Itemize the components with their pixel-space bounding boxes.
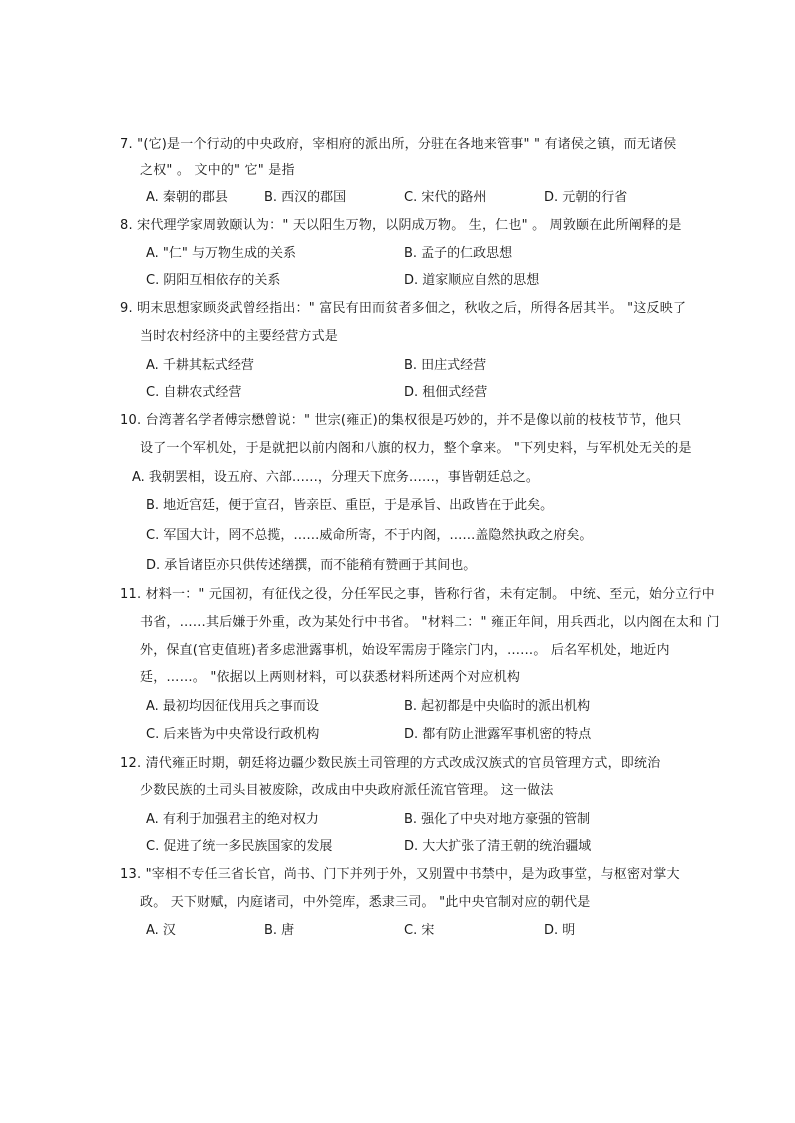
- question-9-text-cont: 当时农村经济中的主要经营方式是: [140, 329, 339, 344]
- question-12-option-d: D. 大大扩张了清王朝的统治疆域: [404, 839, 592, 854]
- question-13-option-d: D. 明: [544, 923, 576, 938]
- question-8-option-b: B. 孟子的仁政思想: [404, 246, 513, 261]
- question-10-text: 10. 台湾著名学者傅宗懋曾说：" 世宗(雍正)的集权很是巧妙的，并不是像以前的枝枝节节，他只: [120, 413, 682, 428]
- question-12-text: 12. 清代雍正时期，朝廷将边疆少数民族土司管理的方式改成汉族式的官员管理方式，即统治: [120, 756, 661, 771]
- question-8-option-d: D. 道家顺应自然的思想: [404, 273, 540, 288]
- question-13-option-b: B. 唐: [264, 923, 295, 938]
- question-11-option-b: B. 起初都是中央临时的派出机构: [404, 699, 591, 714]
- question-8-option-c: C. 阴阳互相依存的关系: [146, 273, 281, 288]
- question-11-option-d: D. 都有防止泄露军事机密的特点: [404, 727, 592, 742]
- question-9-option-b: B. 田庄式经营: [404, 358, 487, 373]
- question-9-text: 9. 明末思想家顾炎武曾经指出：" 富民有田而贫者多佃之，秋收之后，所得各居其半。 "这反映了: [120, 301, 687, 316]
- question-10-option-d: D. 承旨诸臣亦只供传述缮撰，而不能稍有赞画于其间也。: [146, 558, 477, 573]
- question-8-option-a: A. "仁" 与万物生成的关系: [146, 246, 297, 261]
- question-13-text: 13. "宰相不专任三省长官，尚书、门下并列于外，又别置中书禁中，是为政事堂，与枢密对掌大: [120, 867, 680, 882]
- question-10-option-b: B. 地近宫廷，便于宣召，皆亲臣、重臣，于是承旨、出政皆在于此矣。: [146, 498, 554, 513]
- question-7-option-a: A. 秦朝的郡县: [146, 190, 228, 205]
- question-12-option-b: B. 强化了中央对地方豪强的管制: [404, 812, 591, 827]
- question-9-option-d: D. 租佃式经营: [404, 385, 488, 400]
- question-11-option-c: C. 后来皆为中央常设行政机构: [146, 727, 320, 742]
- question-7-text-cont: 之权" 。 文中的" 它" 是指: [140, 163, 295, 178]
- question-7-option-c: C. 宋代的路州: [404, 190, 487, 205]
- question-12-option-a: A. 有利于加强君主的绝对权力: [146, 812, 319, 827]
- question-13-text-cont: 政。 天下财赋，内庭诸司，中外筦库，悉隶三司。 "此中央官制对应的朝代是: [140, 895, 591, 910]
- question-9-option-c: C. 自耕农式经营: [146, 385, 242, 400]
- question-11-text: 11. 材料一：" 元国初，有征伐之役，分任军民之事，皆称行省，未有定制。 中统、至元，始分立行中: [120, 587, 715, 602]
- question-12-text-cont: 少数民族的土司头目被废除，改成由中央政府派任流官管理。 这一做法: [140, 783, 554, 798]
- question-11-option-a: A. 最初均因征伐用兵之事而设: [146, 699, 319, 714]
- question-7-text: 7. "(它)是一个行动的中央政府，宰相府的派出所，分驻在各地来管事" " 有诸侯之镇，而无诸侯: [120, 137, 677, 152]
- question-10-text-cont: 设了一个军机处，于是就把以前内阁和八旗的权力，整个拿来。 "下列史料，与军机处无关的是: [140, 441, 692, 456]
- question-10-option-a: A. 我朝罢相，设五府、六部……，分理天下庶务……，事皆朝廷总之。: [132, 470, 539, 485]
- question-11-text-cont-2: 外，保直(官吏值班)者多虑泄露事机，始设军需房于隆宗门内，……。 后名军机处，地近内: [140, 643, 670, 658]
- question-7-option-d: D. 元朝的行省: [544, 190, 628, 205]
- question-10-option-c: C. 军国大计，罔不总揽，……威命所寄，不于内阁，……盖隐然执政之府矣。: [146, 528, 593, 543]
- question-9-option-a: A. 千耕其耘式经营: [146, 358, 254, 373]
- question-11-text-cont-3: 廷，……。 "依据以上两则材料，可以获悉材料所述两个对应机构: [140, 670, 521, 685]
- question-13-option-a: A. 汉: [146, 923, 176, 938]
- question-11-text-cont-1: 书省，……其后嫌于外重，改为某处行中书省。 "材料二：" 雍正年间，用兵西北，以内阁在太和 门: [140, 615, 720, 630]
- question-13-option-c: C. 宋: [404, 923, 435, 938]
- question-7-option-b: B. 西汉的郡国: [264, 190, 347, 205]
- question-8-text: 8. 宋代理学家周敦颐认为：" 天以阳生万物，以阴成万物。 生，仁也" 。 周敦颐在此所阐释的是: [120, 218, 682, 233]
- question-12-option-c: C. 促进了统一多民族国家的发展: [146, 839, 333, 854]
